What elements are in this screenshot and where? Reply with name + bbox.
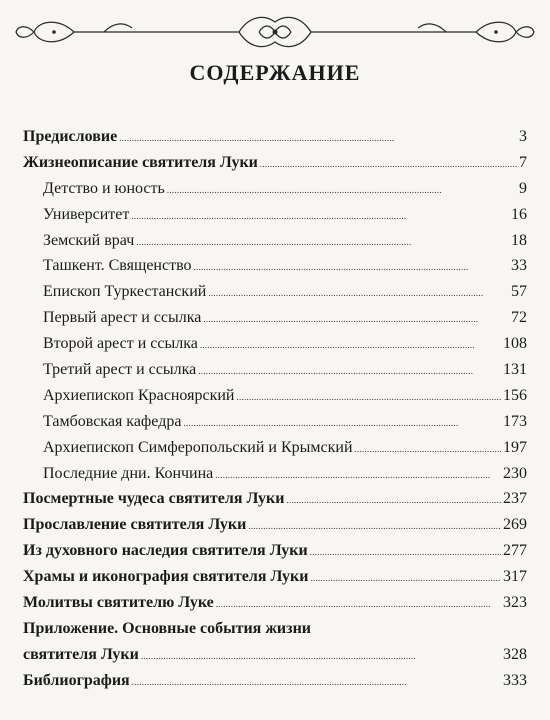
toc-entry [23, 124, 527, 150]
toc-entry [23, 150, 527, 176]
toc-entry-page: 3 [519, 128, 527, 145]
dot-leader [208, 279, 509, 307]
toc-entry-title: Прославление святителя Луки [23, 516, 247, 534]
toc-entry [23, 331, 527, 357]
toc-entry-title: Ташкент. Священство [43, 257, 192, 275]
toc-entry-page: 269 [503, 516, 527, 534]
toc-entry [23, 357, 527, 383]
dot-leader [310, 564, 501, 592]
toc-entry-page: 72 [511, 309, 527, 327]
toc-entry [23, 253, 527, 279]
toc-entry [23, 279, 527, 305]
dot-leader [216, 590, 501, 618]
toc-entry [23, 409, 527, 435]
toc-entry [23, 538, 527, 564]
toc-entry-title: Молитвы святителю Луке [23, 594, 214, 612]
dot-leader [136, 228, 509, 256]
toc-entry-title: Университет [43, 205, 130, 223]
dot-leader [355, 435, 501, 463]
toc-entry [23, 305, 527, 331]
toc-entry [23, 228, 527, 254]
toc-entry-title: Жизнеописание святителя Луки [23, 153, 258, 171]
toc-entry-page: 230 [503, 464, 527, 482]
toc-entry-page: 317 [503, 568, 527, 586]
toc-entry-title: Земский врач [43, 231, 135, 249]
toc-entry-title: Второй арест и ссылка [43, 335, 198, 353]
toc-entry-title: Из духовного наследия святителя Луки [23, 542, 308, 560]
toc-entry [23, 486, 527, 512]
toc-entry-page: 277 [503, 542, 527, 560]
toc-entry-title: Первый арест и ссылка [43, 309, 202, 327]
dot-leader [198, 357, 501, 385]
toc-entry-title: Епископ Туркестанский [43, 283, 207, 301]
toc-entry-page: 156 [503, 386, 527, 404]
dot-leader [183, 409, 501, 437]
dot-leader [286, 486, 501, 514]
toc-entry-page: 18 [511, 231, 527, 249]
dot-leader [141, 642, 501, 670]
toc-entry-title: святителя Луки [23, 645, 139, 663]
toc-entry-page: 197 [503, 438, 527, 456]
toc-entry-title: Библиография [23, 671, 130, 689]
toc-entry-page: 9 [519, 179, 527, 197]
toc-entry-title: Тамбовская кафедра [43, 412, 182, 430]
table-of-contents [23, 124, 527, 694]
dot-leader [203, 305, 509, 333]
toc-entry-page: 7 [519, 153, 527, 171]
toc-entry-title: Последние дни. Кончина [43, 464, 214, 482]
toc-entry [23, 383, 527, 409]
page-title: СОДЕРЖАНИЕ [189, 60, 361, 85]
toc-entry [23, 512, 527, 538]
toc-entry [23, 616, 527, 642]
toc-entry-page: 16 [511, 205, 527, 223]
toc-entry-title: Приложение. Основные события жизни [23, 619, 312, 637]
toc-entry-page: 57 [511, 283, 527, 301]
toc-entry-title: Предисловие [23, 128, 118, 145]
toc-entry-page: 131 [503, 361, 527, 379]
toc-entry-page: 33 [511, 257, 527, 275]
dot-leader [248, 512, 501, 540]
toc-entry [23, 590, 527, 616]
dot-leader [167, 176, 517, 204]
toc-entry [23, 668, 527, 694]
dot-leader [215, 461, 501, 489]
toc-entry [23, 435, 527, 461]
toc-entry [23, 202, 527, 228]
toc-entry-page: 173 [503, 412, 527, 430]
dot-leader [200, 331, 501, 359]
toc-entry-page: 333 [503, 671, 527, 689]
dot-leader [119, 124, 517, 152]
toc-entry-page: 328 [503, 645, 527, 663]
toc-entry [23, 176, 527, 202]
dot-leader [260, 150, 517, 178]
dot-leader [310, 538, 501, 566]
dot-leader [194, 253, 509, 281]
toc-entry-title: Детство и юность [43, 179, 165, 197]
toc-entry [23, 642, 527, 668]
dot-leader [236, 383, 501, 411]
toc-entry [23, 564, 527, 590]
dot-leader [132, 668, 501, 696]
toc-entry-title: Архиепископ Красноярский [43, 386, 235, 404]
toc-entry-page: 323 [503, 594, 527, 612]
toc-entry [23, 461, 527, 487]
toc-entry-page: 237 [503, 490, 527, 508]
toc-entry-title: Посмертные чудеса святителя Луки [23, 490, 285, 508]
ornament-header [14, 8, 536, 54]
toc-entry-title: Третий арест и ссылка [43, 361, 197, 379]
toc-entry-title: Архиепископ Симферопольский и Крымский [43, 438, 353, 456]
toc-entry-page: 108 [503, 335, 527, 353]
dot-leader [131, 202, 509, 230]
toc-entry-title: Храмы и иконография святителя Луки [23, 568, 309, 586]
